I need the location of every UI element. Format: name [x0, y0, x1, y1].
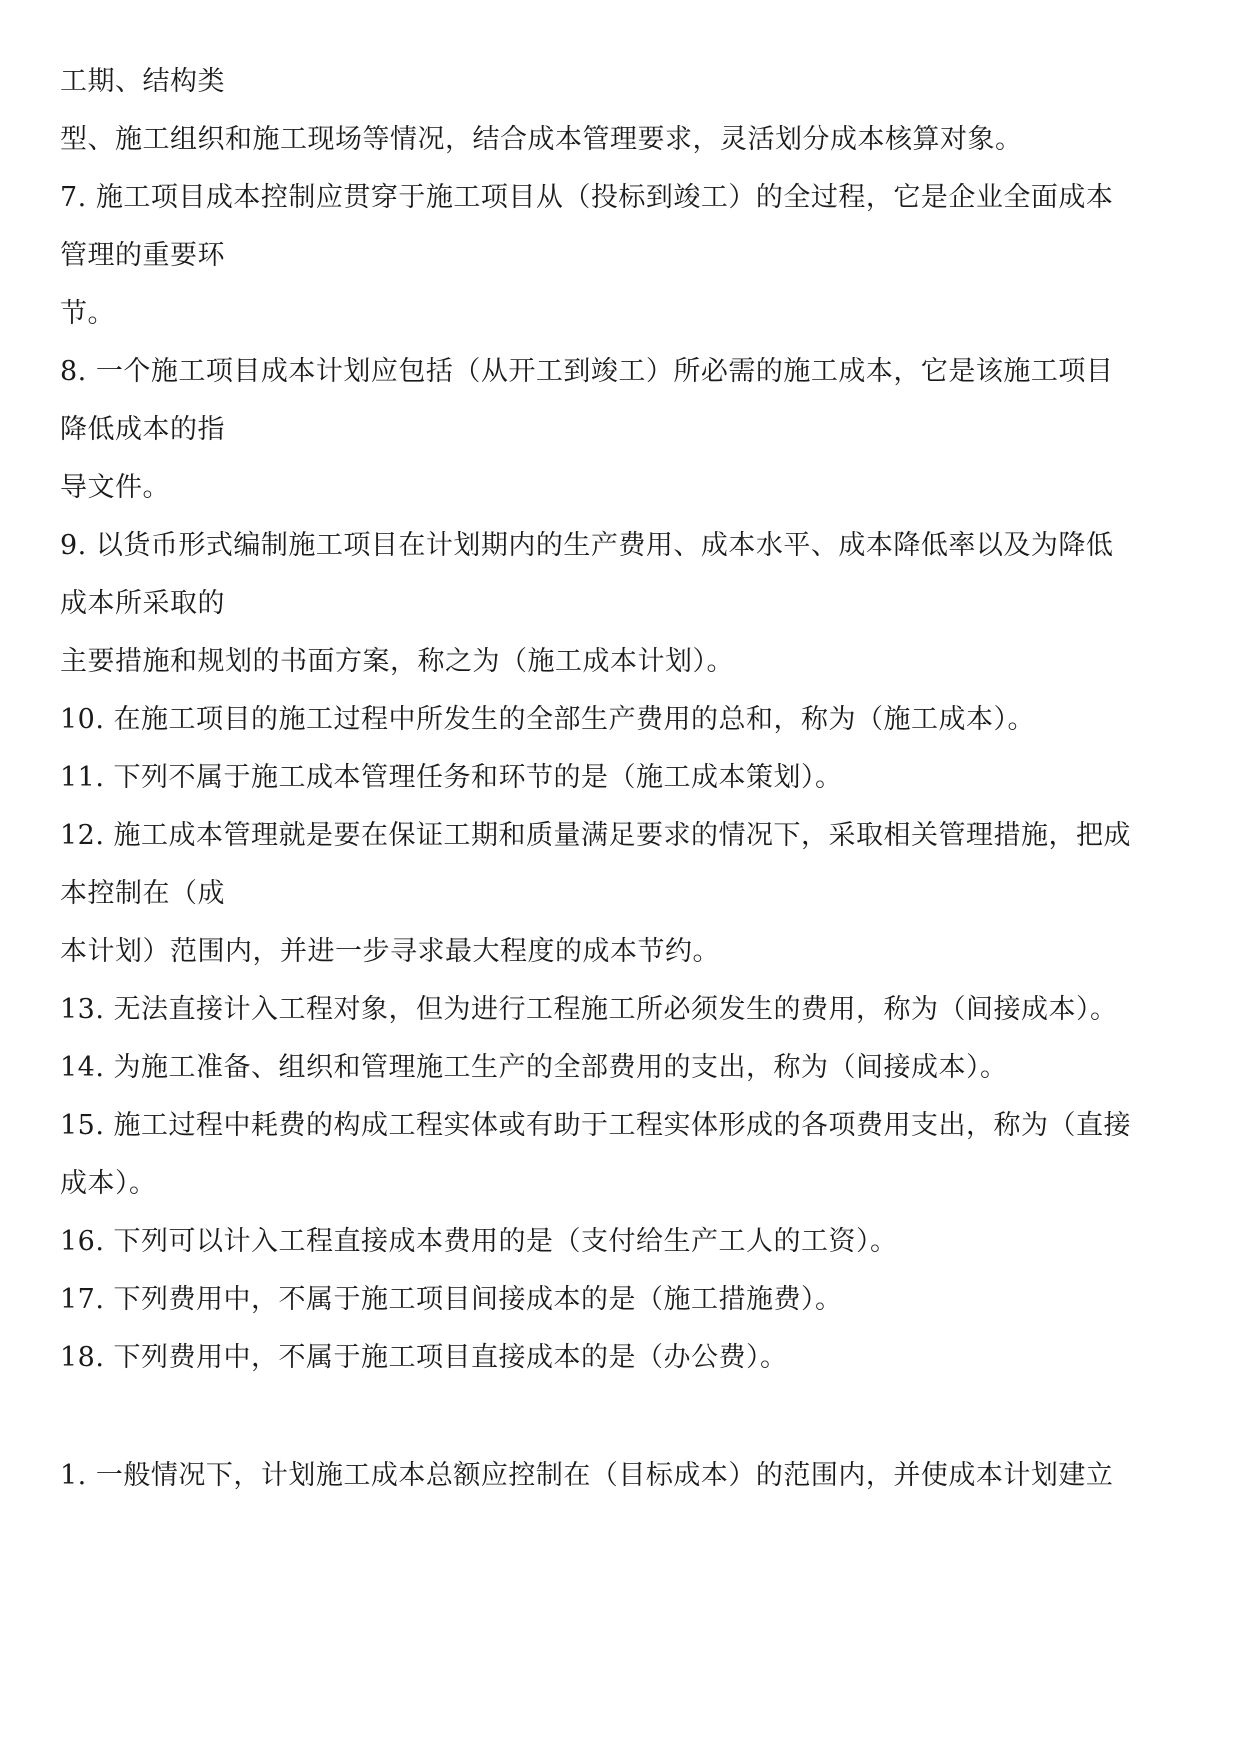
- text-line: 本计划）范围内，并进一步寻求最大程度的成本节约。: [60, 936, 720, 967]
- text-line: 降低成本的指: [60, 414, 225, 445]
- text-line: 型、施工组织和施工现场等情况，结合成本管理要求，灵活划分成本核算对象。: [60, 124, 1023, 155]
- text-line: 节。: [60, 298, 115, 329]
- text-line: 16. 下列可以计入工程直接成本费用的是（支付给生产工人的工资）。: [60, 1226, 898, 1257]
- text-line: 1. 一般情况下，计划施工成本总额应控制在（目标成本）的范围内，并使成本计划建立: [60, 1460, 1114, 1491]
- text-line: 17. 下列费用中，不属于施工项目间接成本的是（施工措施费）。: [60, 1284, 843, 1315]
- text-line: 13. 无法直接计入工程对象，但为进行工程施工所必须发生的费用，称为（间接成本）。: [60, 994, 1118, 1025]
- text-line: 主要措施和规划的书面方案，称之为（施工成本计划）。: [60, 646, 734, 677]
- text-line: 成本所采取的: [60, 588, 225, 619]
- text-line: 10. 在施工项目的施工过程中所发生的全部生产费用的总和，称为（施工成本）。: [60, 704, 1036, 735]
- text-line: 成本）。: [60, 1168, 157, 1199]
- text-line: 8. 一个施工项目成本计划应包括（从开工到竣工）所必需的施工成本，它是该施工项目: [60, 356, 1114, 387]
- text-line: 管理的重要环: [60, 240, 225, 271]
- text-line: 导文件。: [60, 472, 170, 503]
- text-line: 14. 为施工准备、组织和管理施工生产的全部费用的支出，称为（间接成本）。: [60, 1052, 1008, 1083]
- text-line: 本控制在（成: [60, 878, 225, 909]
- text-line: 18. 下列费用中，不属于施工项目直接成本的是（办公费）。: [60, 1342, 788, 1373]
- text-line: 工期、结构类: [60, 66, 225, 97]
- text-line: 11. 下列不属于施工成本管理任务和环节的是（施工成本策划）。: [60, 762, 843, 793]
- text-line: 15. 施工过程中耗费的构成工程实体或有助于工程实体形成的各项费用支出，称为（直接: [60, 1110, 1132, 1141]
- text-line: 7. 施工项目成本控制应贯穿于施工项目从（投标到竣工）的全过程，它是企业全面成本: [60, 182, 1114, 213]
- text-line: 12. 施工成本管理就是要在保证工期和质量满足要求的情况下，采取相关管理措施，把成: [60, 820, 1132, 851]
- text-line: 9. 以货币形式编制施工项目在计划期内的生产费用、成本水平、成本降低率以及为降低: [60, 530, 1114, 561]
